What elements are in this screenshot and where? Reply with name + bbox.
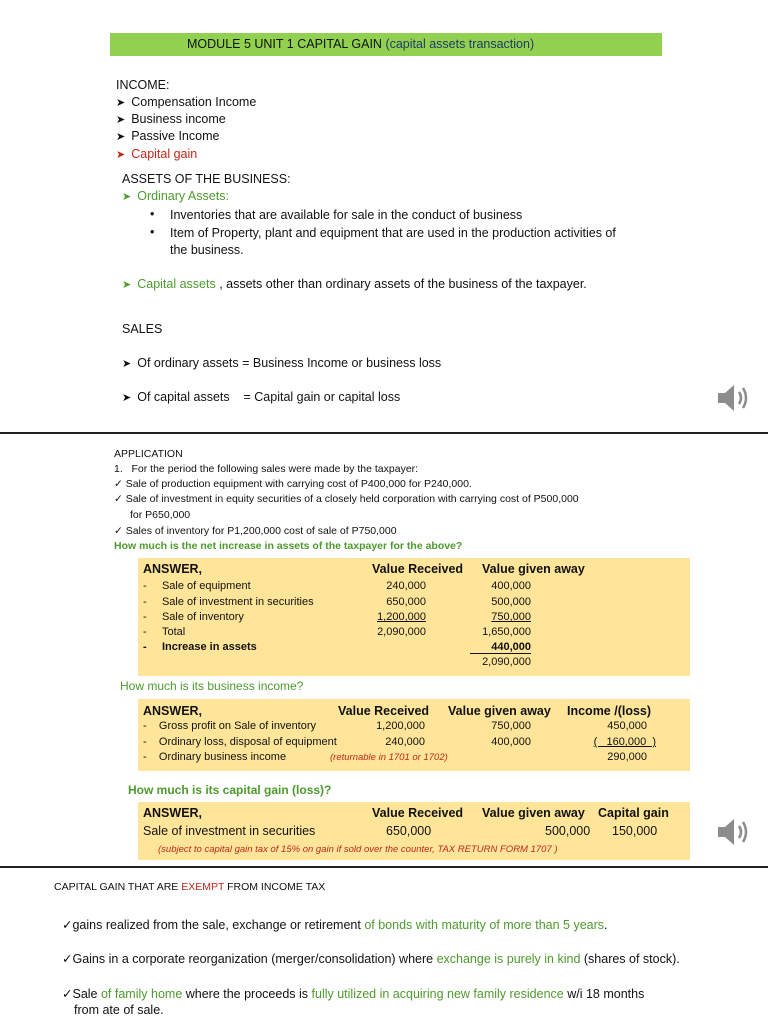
slide-2 xyxy=(0,434,768,866)
col-capital-gain: Capital gain xyxy=(598,806,669,820)
cell-v2: 1,650,000 xyxy=(482,626,531,638)
arrow-icon: ➤ xyxy=(122,191,132,203)
income-item: ➤ Compensation Income xyxy=(116,95,257,109)
ordinary-bullet: Item of Property, plant and equipment that are used in the production activities of xyxy=(170,226,616,240)
cell-v2: 500,000 xyxy=(545,824,591,838)
ordinary-bullet: Inventories that are available for sale in the conduct of business xyxy=(170,208,523,222)
col-value-received: Value Received xyxy=(338,704,430,718)
exempt-line-2: ✓Gains in a corporate reorganization (merger/consolidation) where exchange is purely in kind (shares of stock). xyxy=(62,952,680,966)
bullet-dot: • xyxy=(150,207,155,221)
arrow-icon: ➤ xyxy=(116,149,126,161)
cell-v1: 2,090,000 xyxy=(377,626,426,638)
ordinary-bullet-cont: the business. xyxy=(170,243,244,257)
cell-v1: 240,000 xyxy=(385,736,425,748)
cell-grand-total: 2,090,000 xyxy=(482,656,531,668)
check-icon: ✓ xyxy=(114,478,126,490)
table-row: - Sale of inventory xyxy=(143,611,244,623)
cell-v2: 500,000 xyxy=(491,596,531,608)
arrow-icon: ➤ xyxy=(122,279,132,291)
table-row: - Ordinary loss, disposal of equipment xyxy=(143,736,337,748)
col-value-given: Value given away xyxy=(482,562,585,576)
slide-3 xyxy=(0,868,768,1024)
cell-v3: 290,000 xyxy=(607,751,647,763)
bullet-dot: • xyxy=(150,225,155,239)
arrow-icon: ➤ xyxy=(116,114,126,126)
exempt-heading: CAPITAL GAIN THAT ARE EXEMPT FROM INCOME TAX xyxy=(54,881,326,893)
check-icon: ✓ xyxy=(62,918,73,932)
exempt-line-3: ✓Sale of family home where the proceeds is fully utilized in acquiring new family residence w/i 18 months xyxy=(62,987,645,1001)
cell-v2: 400,000 xyxy=(491,736,531,748)
capital-assets-line: ➤ Capital assets , assets other than ordinary assets of the business of the taxpayer. xyxy=(122,277,587,291)
table-row: - Ordinary business income xyxy=(143,751,287,763)
cell-v3: 150,000 xyxy=(612,824,658,838)
col-income-loss: Income /(loss) xyxy=(567,704,652,718)
table-row: - Total xyxy=(143,626,186,638)
arrow-icon: ➤ xyxy=(116,97,126,109)
check-item: ✓ Sale of investment in equity securities of a closely held corporation with carrying cost of P500,000 xyxy=(114,493,579,505)
income-item-capital-gain: ➤ Capital gain xyxy=(116,147,198,161)
answer-label: ANSWER, xyxy=(143,806,203,820)
cell-increase: 440,000 xyxy=(470,641,531,654)
row-label: Sale of investment in securities xyxy=(143,824,316,838)
exempt-line-1: ✓gains realized from the sale, exchange or retirement of bonds with maturity of more than 5 years. xyxy=(62,918,608,932)
sales-item: ➤ Of capital assets = Capital gain or capital loss xyxy=(122,390,401,404)
arrow-icon: ➤ xyxy=(116,131,126,143)
exempt-line-3-cont: from ate of sale. xyxy=(74,1003,164,1017)
question-number: 1. For the period the following sales were made by the taxpayer: xyxy=(114,463,419,475)
table-row: - Sale of equipment xyxy=(143,580,251,592)
answer-label: ANSWER, xyxy=(143,704,203,718)
cell-v2: 750,000 xyxy=(491,611,531,623)
arrow-icon: ➤ xyxy=(122,392,132,404)
cell-v3: 450,000 xyxy=(607,720,647,732)
returnable-note: (returnable in 1701 or 1702) xyxy=(330,752,448,763)
check-item: ✓ Sales of inventory for P1,200,000 cost of sale of P750,000 xyxy=(114,525,397,537)
tax-note: (subject to capital gain tax of 15% on gain if sold over the counter, TAX RETURN FORM 1707 ) xyxy=(158,844,558,855)
cell-v1: 1,200,000 xyxy=(377,611,426,623)
income-heading: INCOME: xyxy=(116,78,170,92)
assets-heading: ASSETS OF THE BUSINESS: xyxy=(122,172,291,186)
title-main: MODULE 5 UNIT 1 CAPITAL GAIN xyxy=(187,37,382,51)
question-3: How much is its capital gain (loss)? xyxy=(128,783,332,797)
cell-v1: 1,200,000 xyxy=(376,720,425,732)
application-label: APPLICATION xyxy=(114,448,183,460)
col-value-given: Value given away xyxy=(482,806,585,820)
cell-v1: 240,000 xyxy=(386,580,426,592)
sales-item: ➤ Of ordinary assets = Business Income or business loss xyxy=(122,356,442,370)
cell-v2: 750,000 xyxy=(491,720,531,732)
col-value-received: Value Received xyxy=(372,562,464,576)
question-1: How much is the net increase in assets of the taxpayer for the above? xyxy=(114,540,463,552)
check-icon: ✓ xyxy=(114,493,126,505)
check-icon: ✓ xyxy=(114,525,126,537)
check-item: ✓ Sale of production equipment with carrying cost of P400,000 for P240,000. xyxy=(114,478,472,490)
check-item-cont: for P650,000 xyxy=(130,509,191,521)
col-value-received: Value Received xyxy=(372,806,464,820)
answer-label: ANSWER, xyxy=(143,562,203,576)
col-value-given: Value given away xyxy=(448,704,551,718)
table-row-increase: - Increase in assets xyxy=(143,641,257,653)
slide-title xyxy=(187,37,534,51)
ordinary-assets: ➤ Ordinary Assets: xyxy=(122,189,229,203)
cell-v1: 650,000 xyxy=(386,596,426,608)
speaker-icon[interactable] xyxy=(714,378,754,418)
title-sub: (capital assets transaction) xyxy=(385,37,535,51)
cell-v2: 400,000 xyxy=(491,580,531,592)
income-item: ➤ Passive Income xyxy=(116,129,220,143)
income-item: ➤ Business income xyxy=(116,112,226,126)
check-icon: ✓ xyxy=(62,987,73,1001)
speaker-icon[interactable] xyxy=(714,812,754,852)
slide-1 xyxy=(0,0,768,432)
cell-v3: ( 160,000 ) xyxy=(593,736,656,748)
table-row: - Sale of investment in securities xyxy=(143,596,314,608)
table-row: - Gross profit on Sale of inventory xyxy=(143,720,317,732)
check-icon: ✓ xyxy=(62,952,73,966)
question-2: How much is its business income? xyxy=(120,679,304,693)
cell-v1: 650,000 xyxy=(386,824,432,838)
arrow-icon: ➤ xyxy=(122,358,132,370)
sales-heading: SALES xyxy=(122,322,163,336)
